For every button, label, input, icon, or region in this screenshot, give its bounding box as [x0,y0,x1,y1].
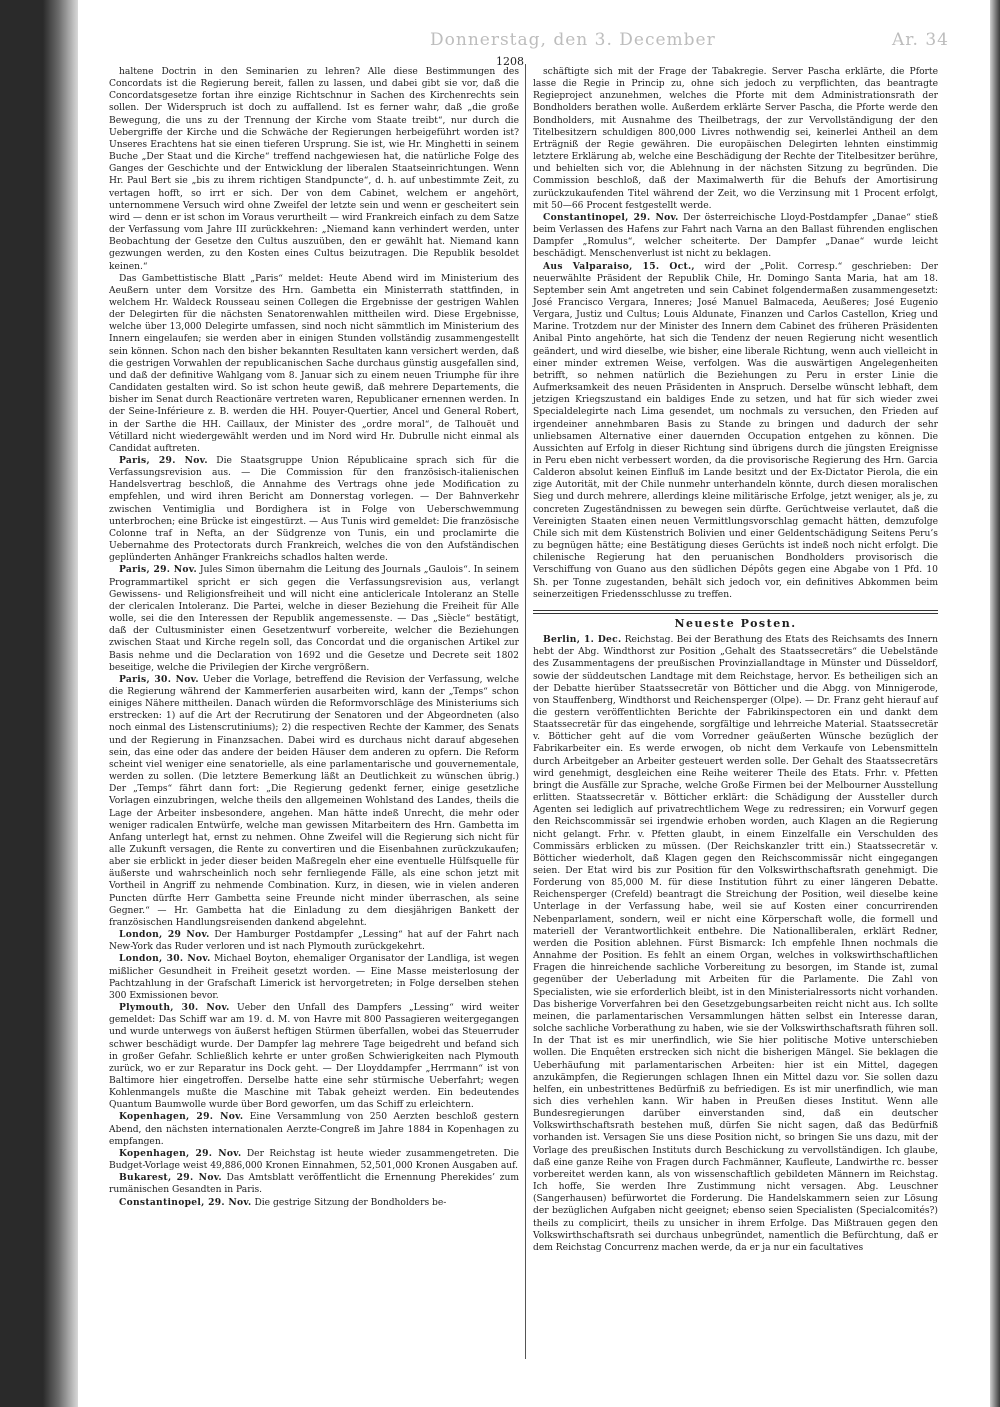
paragraph-text: Jules Simon übernahm die Leitung des Journals „Gaulois“. In seinem Programmartikel spricht er sich gegen die Verfassungsrevision aus, verlangt Gewissens- und Religionsfreiheit und will nicht eine anticlericale Intoleranz an Stelle der clericalen Intoleranz. Die Partei, welche in dieser Beziehung die Freiheit für Alle wolle, sei die den Interessen der Republik angemessenste. — Das „Siècle“ bestätigt, daß der Cultusminister einen Gesetzentwurf vorbereite, welcher die Beziehungen zwischen Staat und Kirche regeln soll, das Concordat und die organischen Artikel zur Basis nehme und die Declaration von 1692 und die Gesetze und Decrete seit 1802 beseitige, welche die Privilegien der Kirche vergrößern. [109,565,519,673]
article-paragraph [109,1111,519,1147]
section-divider [533,610,938,614]
article-paragraph [109,564,519,673]
article-paragraph [109,929,519,953]
bleed-through-heading: Donnerstag, den 3. December [430,30,716,50]
article-paragraph [533,261,938,601]
dateline: Paris, 30. Nov. [119,673,199,685]
paragraph-text: Eine Versammlung von 250 Aerzten beschloß gestern Abend, den nächsten internationalen Aerzte-Congreß im Jahre 1884 in Kopenhagen zu empfangen. [109,1112,519,1147]
dateline: London, 29 Nov. [119,929,210,941]
dateline: Bukarest, 29. Nov. [119,1172,222,1184]
article-paragraph [533,66,938,212]
dateline: Constantinopel, 29. Nov. [543,211,679,223]
article-paragraph [109,66,519,273]
dateline: Aus Valparaiso, 15. Oct., [543,260,695,272]
article-paragraph [109,953,519,1002]
paragraph-text: schäftigte sich mit der Frage der Tabakregie. Server Pascha erklärte, die Pforte lasse die Regie in Princip zu, ohne sich jedoch zu verpflichten, das beantragte Regieproject anzunehmen, welches die Pforte mit dem Administrationsrath der Bondholders berathen wolle. Außerdem erklärte Server Pascha, die Pforte werde den Bondholders, mit Ausnahme des Theilbetrags, der zur Vervollständigung der den Titelbesitzern schuldigen 800,000 Livres nothwendig sei, keinerlei Antheil an dem Erträgniß der Regie gewähren. Die europäischen Delegirten lehnten einstimmig letztere Erklärung ab, welche eine Beschädigung der Rechte der Titelbesitzer berühre, und behielten sich vor, die Ablehnung in der nächsten Sitzung zu begründen. Die Commission beschloß, daß der Maximalwerth für die Behufs der Amortisirung zurückzukaufenden Titel während der Zeit, wo die Verzinsung mit 1 Procent erfolgt, mit 50—66 Procent festgestellt werde. [533,67,938,211]
paragraph-text: Ueber den Unfall des Dampfers „Lessing“ wird weiter gemeldet: Das Schiff war am 19. d. M. von Havre mit 800 Passagieren weitergegangen und wurde unterwegs von äußerst heftigen Stürmen überfallen, wobei das Steuerruder schwer beschädigt wurde. Der Dampfer lag mehrere Tage beigedreht und befand sich in großer Gefahr. Schließlich kehrte er unter großen Schwierigkeiten nach Plymouth zurück, wo er zur Reparatur ins Dock geht. — Der Lloyddampfer „Herrmann“ ist von Baltimore hier eingetroffen. Derselbe hatte eine sehr stürmische Ueberfahrt; wegen Kohlenmangels mußte die Maschine mit Tabak geheizt werden. Ein bedeutendes Quantum Baumwolle wurde über Bord geworfen, um das Schiff zu erleichtern. [109,1003,520,1111]
article-paragraph [109,1172,519,1196]
dateline: Berlin, 1. Dec. [543,634,622,646]
article-paragraph [109,1148,519,1172]
bleed-through-number: Ar. 34 [892,30,949,50]
right-column [533,66,938,1366]
section-title: Neueste Posten. [674,616,797,630]
page-number: 1208 [496,55,524,68]
scan-binding-edge [0,0,78,1407]
dateline: Kopenhagen, 29. Nov. [119,1111,244,1123]
paragraph-text: Michael Boyton, ehemaliger Organisator der Landliga, ist wegen mißlicher Gesundheit in Freiheit gesetzt worden. — Eine Masse meisterlosung der Pachtzahlung in der Grafschaft Limerick ist hervorgetreten; in Folge derselben stehen 300 Exmissionen bevor. [109,954,519,1001]
scan-right-edge [990,0,1000,1407]
paragraph-text: Reichstag. Bei der Berathung des Etats des Reichsamts des Innern hebt der Abg. Windthorst zur Position „Gehalt des Staatssecretärs“ die Uebelstände des Zusammentagens der preußischen Provinziallandtage in Münster und Düsseldorf, sowie der süddeutschen Landtage mit dem Reichstage, hervor. Es betheiligen sich an der Debatte hierüber Staatssecretär von Bötticher und die Abgg. von Minnigerode, von Stauffenberg, Windthorst und Reichensperger (Olpe). — Dr. Franz geht hierauf auf die gestern veröffentlichten Berichte der Fabrikinspectoren ein und dankt dem Staatssecretär für das eingehende, sorgfältige und lehrreiche Material. Staatssecretär v. Bötticher geht auf die vom Vorredner geäußerten Wünsche bezüglich der Fabrikarbeiter ein. Es werde erwogen, ob nicht dem Verkaufe von Lebensmitteln durch Arbeitgeber an Arbeiter gesteuert werden solle. Der Gehalt des Staatssecretärs wird genehmigt, desgleichen eine Reihe weiterer Theile des Etats. Frhr. v. Pfetten bringt die Ausfälle zur Sprache, welche Große Firmen bei der Melbourner Ausstellung erlitten. Staatssecretär v. Bötticher erklärt: die Schädigung der Aussteller durch Agenten sei lediglich auf privatrechtlichem Wege zu redressiren; ein Vorwurf gegen den Reichscommissär sei irgendwie erhoben worden, auch Klagen an die Regierung nicht gelangt. Frhr. v. Pfetten glaubt, in einem Einzelfalle ein Verschulden des Commissärs erblicken zu müssen. (Der Reichskanzler tritt ein.) Staatssecretär v. Bötticher wiederholt, daß Klagen gegen den Reichscommissär nicht eingegangen seien. Der Etat wird bis zur Position für den Volkswirthschaftsrath genehmigt. Die Forderung von 85,000 M. für diese Institution führt zu einer längeren Debatte. Reichensperger (Crefeld) beantragt die Streichung der Position, weil dieselbe keine Unterlage in der Verfassung habe, weil sie auf Kosten einer concurrirenden Nebenparlament, sondern, weil er nicht eine Körperschaft wolle, die formell und materiell der Verantwortlichkeit entbehre. Die Nationalliberalen, erklärt Redner, werden die Position ablehnen. Fürst Bismarck: Ich empfehle Ihnen nochmals die Annahme der Position. Es fehlt an einem Organ, welches in volkswirthschaftlichen Fragen die hinreichende sachliche Vorbereitung zu besorgen, im Stande ist, zumal gegenüber der Ueberladung mit Arbeiten für die Parlamente. Die Zahl von Specialisten, wie sie erforderlich bleibt, ist in den Ministerialressorts nicht vorhanden. Das bisherige Vorverfahren bei den Gesetzgebungsarbeiten reicht nicht aus. Ich sollte meinen, die parlamentarischen Versammlungen hätten selbst ein Interesse daran, solche sachliche Vorberathung zu haben, wie sie der Volkswirthschaftsrath führen soll. In der That ist es mir unerfindlich, wie Sie hier politische Motive unterschieben wollen. Die Enquêten erstrecken sich nicht die bisherigen Mängel. Sie beklagen die Ueberhäufung mit parlamentarischen Arbeiten: hier ist ein Mittel, dagegen anzukämpfen, die Regierungen schlagen Ihnen ein Mittel dazu vor. Sie sollen dazu helfen, ein unbestrittenes Bedürfniß zu befriedigen. Es ist mir unerfindlich, wie man sich dies verhehlen kann. Wir haben in Preußen dieses Institut. Wenn alle Bundesregierungen darüber einverstanden sind, daß ein deutscher Volkswirthschaftsrath bestehen muß, dürfen Sie nicht sagen, daß das Bedürfniß vorhanden ist. Versagen Sie uns diese Position nicht, so bringen Sie uns dazu, mit der Vorlage des preußischen Instituts durch Beschickung zu vervollständigen. Ich glaube, daß eine ganze Reihe von Fragen durch Fachmänner, Kaufleute, Landwirthe rc. besser vorbereitet werden kann, als von wissenschaftlich gebildeten Männern im Reichstag. Ich hoffe, Sie werden Ihre Zustimmung nicht versagen. Abg. Leuschner (Sangerhausen) befürwortet die Forderung. Die Handelskammern seien zur Lösung der bezüglichen Aufgaben nicht geeignet; ebenso seien Specialisten (Specialcomités?) theils zu complicirt, theils zu unsicher in ihrem Erfolge. Das Mißtrauen gegen den Volkswirthschaftsrath sei durchaus unbegründet, namentlich die Befürchtung, daß er dem Reichstag Concurrenz machen werde, da er ja nur ein facultatives [533,635,938,1253]
dateline: Kopenhagen, 29. Nov. [119,1147,242,1159]
article-paragraph [109,1197,519,1209]
paragraph-text: Das Gambettistische Blatt „Paris“ meldet: Heute Abend wird im Ministerium des Aeußern unter dem Vorsitze des Hrn. Gambetta ein Ministerrath stattfinden, in welchem Hr. Waldeck Rousseau seinen Collegen die Ergebnisse der gestrigen Wahlen der Delegirten für die nächsten Senatorenwahlen mittheilen wird. Diese Ergebnisse, welche über 13,000 Delegirte umfassen, sind noch nicht sämmtlich im Ministerium des Innern eingelaufen; sie werden aber in einigen Stunden vollständig zusammengestellt sein können. Schon nach den bisher bekannten Resultaten kann versichert werden, daß die gestrigen Vorwahlen der republicanischen Sache durchaus günstig ausgefallen sind, und daß der definitive Wahlgang vom 8. Januar sich zu einem neuen Triumphe für ihre Candidaten gestalten wird. So ist schon heute gewiß, daß mehrere Departements, die bisher im Senat durch Reactionäre vertreten waren, Republicaner ernennen werden. In der Seine-Inférieure z. B. werden die HH. Pouyer-Quertier, Ancel und General Robert, in der Sarthe die HH. Caillaux, der Minister des „ordre moral“, de Talhouët und Vétillard nicht wiedergewählt werden und im Nord wird Hr. Dubrulle nicht einmal als Candidat auftreten. [109,273,519,454]
dateline: Paris, 29. Nov. [119,564,197,576]
article-paragraph [109,273,519,455]
column-rule [525,64,526,1359]
paragraph-text: haltene Doctrin in den Seminarien zu lehren? Alle diese Bestimmungen des Concordats ist die Regierung bereit, fallen zu lassen, und dabei gibt sie vor, daß die Concordatsgesetze fortan ihre einzige Richtschnur in Sachen des Kirchenrechts sein sollen. Der Widerspruch ist doch zu auffallend. Ist es ferner wahr, daß „die große Bewegung, die uns zu der Trennung der Kirche vom Staate treibt“, nur durch die Uebergriffe der Kirche und die Schwäche der Regierungen herbeigeführt worden ist? Unseres Erachtens hat sie einen tieferen Ursprung. Sie ist, wie Hr. Minghetti in seinem Buche „Der Staat und die Kirche“ treffend nachgewiesen hat, die natürliche Folge des Ganges der Geschichte und der Entwicklung der liberalen Staatseinrichtungen. Wenn Hr. Paul Bert sie „bis zu ihrem richtigen Standpuncte“, d. h. auf unbestimmte Zeit, zu vertagen hofft, so irrt er sich. Der von dem Cabinet, welchem er angehört, unternommene Versuch wird ohne Zweifel der letzte sein und wenn er gescheitert sein wird — denn er ist schon im Voraus verurtheilt — wird Frankreich einfach zu dem Satze der Verfassung vom Jahre III zurückkehren: „Niemand kann verhindert werden, unter Beobachtung der Gesetze den Cultus auszuüben, den er gewählt hat. Niemand kann gezwungen werden, zu den Kosten eines Cultus beizutragen. Die Republik besoldet keinen.“ [109,67,519,272]
dateline: London, 30. Nov. [119,953,211,965]
article-paragraph [109,455,519,564]
dateline: Plymouth, 30. Nov. [119,1002,230,1014]
paragraph-text: Die gestrige Sitzung der Bondholders be- [254,1197,447,1208]
paragraph-text: wird der „Polit. Corresp.“ geschrieben: Der neuerwählte Präsident der Republik Chile, Hr. Domingo Santa Maria, hat am 18. September sein Amt angetreten und sein Cabinet folgendermaßen zusammengesetzt: José Francisco Vergara, Inneres; José Manuel Balmaceda, Aeußeres; José Eugenio Vergara, Justiz und Cultus; Louis Aldunate, Finanzen und Carlos Castellon, Krieg und Marine. Trotzdem nur der Minister des Innern dem Cabinet des früheren Präsidenten Anibal Pinto angehörte, hat sich die Tendenz der neuen Regierung nicht wesentlich geändert, und wird dieselbe, wie bisher, eine liberale Richtung, wenn auch vielleicht in einer minder extremen Weise, verfolgen. Was die auswärtigen Angelegenheiten betrifft, so nehmen natürlich die Beziehungen zu Peru in erster Linie die Aufmerksamkeit des neuen Präsidenten in Anspruch. Derselbe wünscht lebhaft, dem jetzigen Kriegszustand ein baldiges Ende zu setzen, und hat für sich wieder zwei Specialdelegirte nach Lima gesendet, um nochmals zu versuchen, den Frieden auf irgendeiner annehmbaren Basis zu Stande zu bringen und dadurch der sehr unliebsamen Alternative einer dauernden Occupation entgehen zu können. Die Aussichten auf Erfolg in dieser Richtung sind übrigens durch die jüngsten Ereignisse in Peru eben nicht verbessert worden, da die provisorische Regierung des Hrn. Garcia Calderon absolut keinen Einfluß im Lande besitzt und der Ex-Dictator Pierola, die ein zige Autorität, mit der Chile nunmehr unterhandeln könnte, durch diesen moralischen Sieg und durch mehrere, allerdings kleine militärische Erfolge, jetzt weniger, als je, zu concreten Zugeständnissen zu bewegen sein dürfte. Gerüchtweise verlautet, daß die Vereinigten Staaten einen neuen Vermittlungsvorschlag gemacht hätten, demzufolge Chile sich mit dem Küstenstrich Bolivien und einer Geldentschädigung Seitens Peru’s zu begnügen hätte; eine Bestätigung dieses Gerüchts ist indeß noch nicht erfolgt. Die chilenische Regierung hat den peruanischen Bondholders provisorisch die Verschiffung von Guano aus den südlichen Dépôts gegen eine Abgabe von 1 Pfd. 10 Sh. per Tonne zugestanden, behält sich jedoch vor, ein definitives Abkommen beim seinerzeitigen Friedensschlusse zu treffen. [533,261,938,600]
article-paragraph [533,634,938,1254]
dateline: Paris, 29. Nov. [119,455,208,466]
paragraph-text: Der Hamburger Postdampfer „Lessing“ hat auf der Fahrt nach New-York das Ruder verloren und ist nach Plymouth zurückgekehrt. [109,930,519,953]
article-paragraph [109,1002,519,1111]
paragraph-text: Der österreichische Lloyd-Postdampfer „Danae“ stieß beim Verlassen des Hafens zur Fahrt nach Varna an den Ballast führenden englischen Dampfer „Romulus“, welcher scheiterte. Der Dampfer „Danae“ wurde leicht beschädigt. Menschenverlust ist nicht zu beklagen. [533,212,939,260]
paragraph-text: Das Amtsblatt veröffentlicht die Ernennung Pherekides’ zum rumänischen Gesandten in Paris. [109,1173,520,1196]
dateline: Constantinopel, 29. Nov. [119,1196,252,1208]
left-column [109,66,519,1358]
paragraph-text: Die Staatsgruppe Union Républicaine sprach sich für die Verfassungsrevision aus. — Die Commission für den französisch-italienischen Handelsvertrag beschloß, die Annahme des Vertrags ohne jede Modification zu empfehlen, und wird ihren Bericht am Donnerstag vorlegen. — Der Bahnverkehr zwischen Ventimiglia und Bordighera ist in Folge von Ueberschwemmung unterbrochen; eine Brücke ist eingestürzt. — Aus Tunis wird gemeldet: Die französische Colonne traf in Nefta, an der Südgrenze von Tunis, ein und proclamirte die Uebernahme des Protectorats durch Frankreich, welches die von den Aufständischen geplünderten Anhänger Frankreichs schadlos halten werde. [109,456,519,564]
paragraph-text: Ueber die Vorlage, betreffend die Revision der Verfassung, welche die Regierung während der Kammerferien ausarbeiten wird, kann der „Temps“ schon einiges Nähere mittheilen. Danach würden die Reformvorschläge des Ministeriums sich erstrecken: 1) auf die Art der Recrutirung der Senatoren und der Abgeordneten (also noch einmal des Listenscrutiniums); 2) die respectiven Rechte der Kammer, des Senats und der Regierung in Finanzsachen. Dabei wird es durchaus nicht darauf abgesehen sein, das eine oder das andere der beiden Häuser dem anderen zu opfern. Die Reform scheint viel weniger eine senatorielle, als eine parlamentarische und gouvernementale, werden zu sollen. (Die letztere Bemerkung läßt an Deutlichkeit zu wünschen übrig.) Der „Temps“ fährt dann fort: „Die Regierung gedenkt ferner, einige gesetzliche Vorlagen einzubringen, welche theils den allgemeinen Wohlstand des Landes, theils die Lage der Arbeiter insbesondere, angehen. Man hätte indeß Unrecht, die mehr oder weniger radicalen Entwürfe, welche man gewissen Mitarbeitern des Hrn. Gambetta im Anfang unterlegt hat, ernst zu nehmen. Ohne Zweifel will die Regierung sich nicht für alle Zukunft versagen, die Rente zu convertiren und die Eisenbahnen zurückzukaufen; aber sie erblickt in jeder dieser beiden Maßregeln eher eine eventuelle Hülfsquelle für äußerste und wahrscheinlich noch sehr fernliegende Fälle, als eine schon jetzt mit Vortheil in Angriff zu nehmende Combination. Kurz, in diesen, wie in vielen anderen Puncten dürfte Herr Gambetta seine Freunde nicht minder überraschen, als seine Gegner.“ — Hr. Gambetta hat die Einladung zu dem diesjährigen Bankett der französischen Handlungsreisenden dankend abgelehnt. [109,674,519,928]
article-paragraph [533,212,938,261]
article-paragraph [109,674,519,929]
paragraph-text: Der Reichstag ist heute wieder zusammengetreten. Die Budget-Vorlage weist 49,886,000 Kronen Einnahmen, 52,501,000 Kronen Ausgaben auf. [109,1148,519,1172]
